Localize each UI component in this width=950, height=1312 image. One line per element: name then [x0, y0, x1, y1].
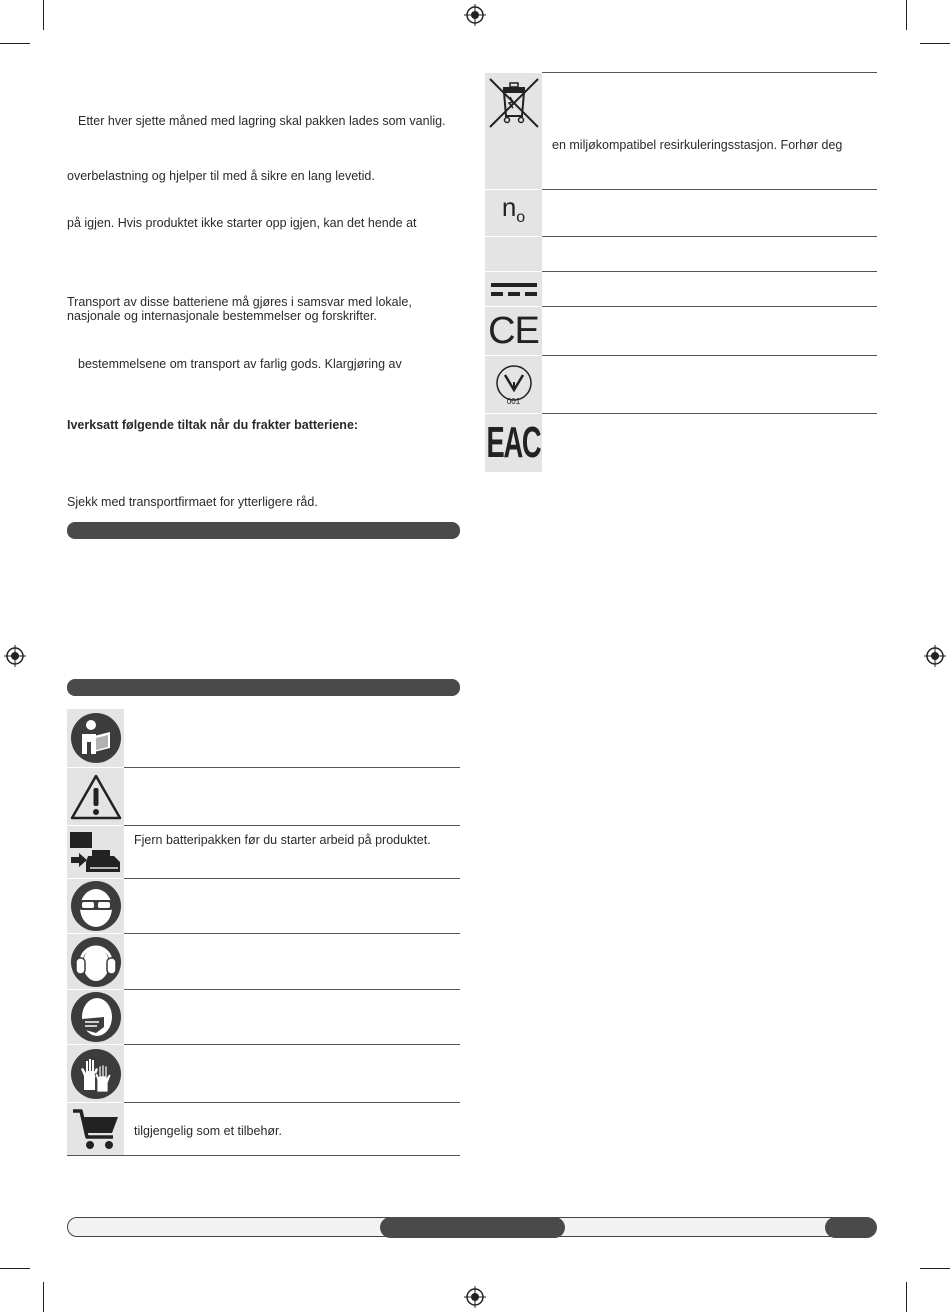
- crop-mark: [906, 1282, 907, 1312]
- registration-mark: [464, 1286, 486, 1308]
- icon-cell: [485, 414, 542, 472]
- crop-mark: [0, 43, 30, 44]
- measures-heading: Iverksatt følgende tiltak når du frakter batteriene:: [67, 418, 359, 432]
- eye-protection-icon: [70, 880, 122, 932]
- row-divider: [124, 878, 460, 879]
- row-divider: [542, 413, 877, 414]
- crop-mark: [920, 43, 950, 44]
- registration-mark: [924, 645, 946, 667]
- icon-cell: [67, 1103, 124, 1155]
- crop-mark: [43, 0, 44, 30]
- dust-mask-icon: [70, 991, 122, 1043]
- transport-text-line1: Transport av disse batteriene må gjøres i samsvar med lokale,: [67, 295, 412, 309]
- row-divider: [124, 989, 460, 990]
- row-divider: [124, 1102, 460, 1103]
- crop-mark: [43, 1282, 44, 1312]
- eac-mark-icon: EAC: [486, 418, 541, 467]
- check-carrier-text: Sjekk med transportfirmaet for ytterligere råd.: [67, 495, 318, 509]
- storage-charge-text: Etter hver sjette måned med lagring skal pakken lades som vanlig.: [78, 114, 446, 128]
- icon-cell: [67, 826, 124, 878]
- ce-mark-icon: CE: [488, 310, 539, 352]
- row-divider: [542, 355, 877, 356]
- footer-page-pill: [825, 1217, 877, 1238]
- restart-text: på igjen. Hvis produktet ikke starter opp igjen, kan det hende at: [67, 216, 417, 230]
- ukrsepro-code: 001: [506, 397, 521, 406]
- section-header-bar: [67, 522, 460, 539]
- icon-cell: [485, 73, 542, 189]
- registration-mark: [4, 645, 26, 667]
- icon-cell: [485, 356, 542, 413]
- transport-text-line2: nasjonale og internasjonale bestemmelser og forskrifter.: [67, 309, 377, 323]
- icon-cell: [67, 934, 124, 989]
- row-divider: [124, 933, 460, 934]
- section-header-bar: [67, 679, 460, 696]
- row-divider: [542, 271, 877, 272]
- symbol-row-text: en miljøkompatibel resirkuleringsstasjon. Forhør deg: [552, 138, 843, 152]
- warning-icon: [70, 773, 122, 821]
- icon-cell: [485, 307, 542, 355]
- weee-bin-icon: [486, 75, 542, 131]
- row-divider: [67, 1155, 460, 1156]
- icon-cell: [67, 1045, 124, 1102]
- icon-cell: [67, 879, 124, 933]
- no-load-speed-icon: $n_o$: [501, 192, 526, 227]
- icon-cell: [485, 190, 542, 236]
- ear-protection-icon: [70, 936, 122, 988]
- read-manual-icon: [70, 712, 122, 764]
- overload-text: overbelastning og hjelper til med å sikre en lang levetid.: [67, 169, 375, 183]
- shopping-cart-icon: [70, 1105, 122, 1153]
- row-divider: [124, 767, 460, 768]
- row-divider: [542, 306, 877, 307]
- symbol-row-text: tilgjengelig som et tilbehør.: [134, 1124, 282, 1138]
- icon-cell: [485, 272, 542, 306]
- remove-battery-icon: [68, 828, 124, 876]
- crop-mark: [906, 0, 907, 30]
- dangerous-goods-text: bestemmelsene om transport av farlig gods. Klargjøring av: [78, 357, 402, 371]
- icon-cell: [67, 768, 124, 825]
- row-divider: [124, 825, 460, 826]
- crop-mark: [0, 1268, 30, 1269]
- direct-current-icon: [489, 277, 539, 301]
- icon-cell: [485, 237, 542, 271]
- registration-mark: [464, 4, 486, 26]
- row-divider: [124, 1044, 460, 1045]
- crop-mark: [920, 1268, 950, 1269]
- footer-section-pill: [380, 1217, 565, 1238]
- symbol-row-text: Fjern batteripakken før du starter arbeid på produktet.: [134, 833, 431, 847]
- row-divider: [542, 189, 877, 190]
- gloves-icon: [70, 1048, 122, 1100]
- row-divider: [542, 72, 877, 73]
- icon-cell: [67, 709, 124, 767]
- icon-cell: [67, 990, 124, 1044]
- row-divider: [542, 236, 877, 237]
